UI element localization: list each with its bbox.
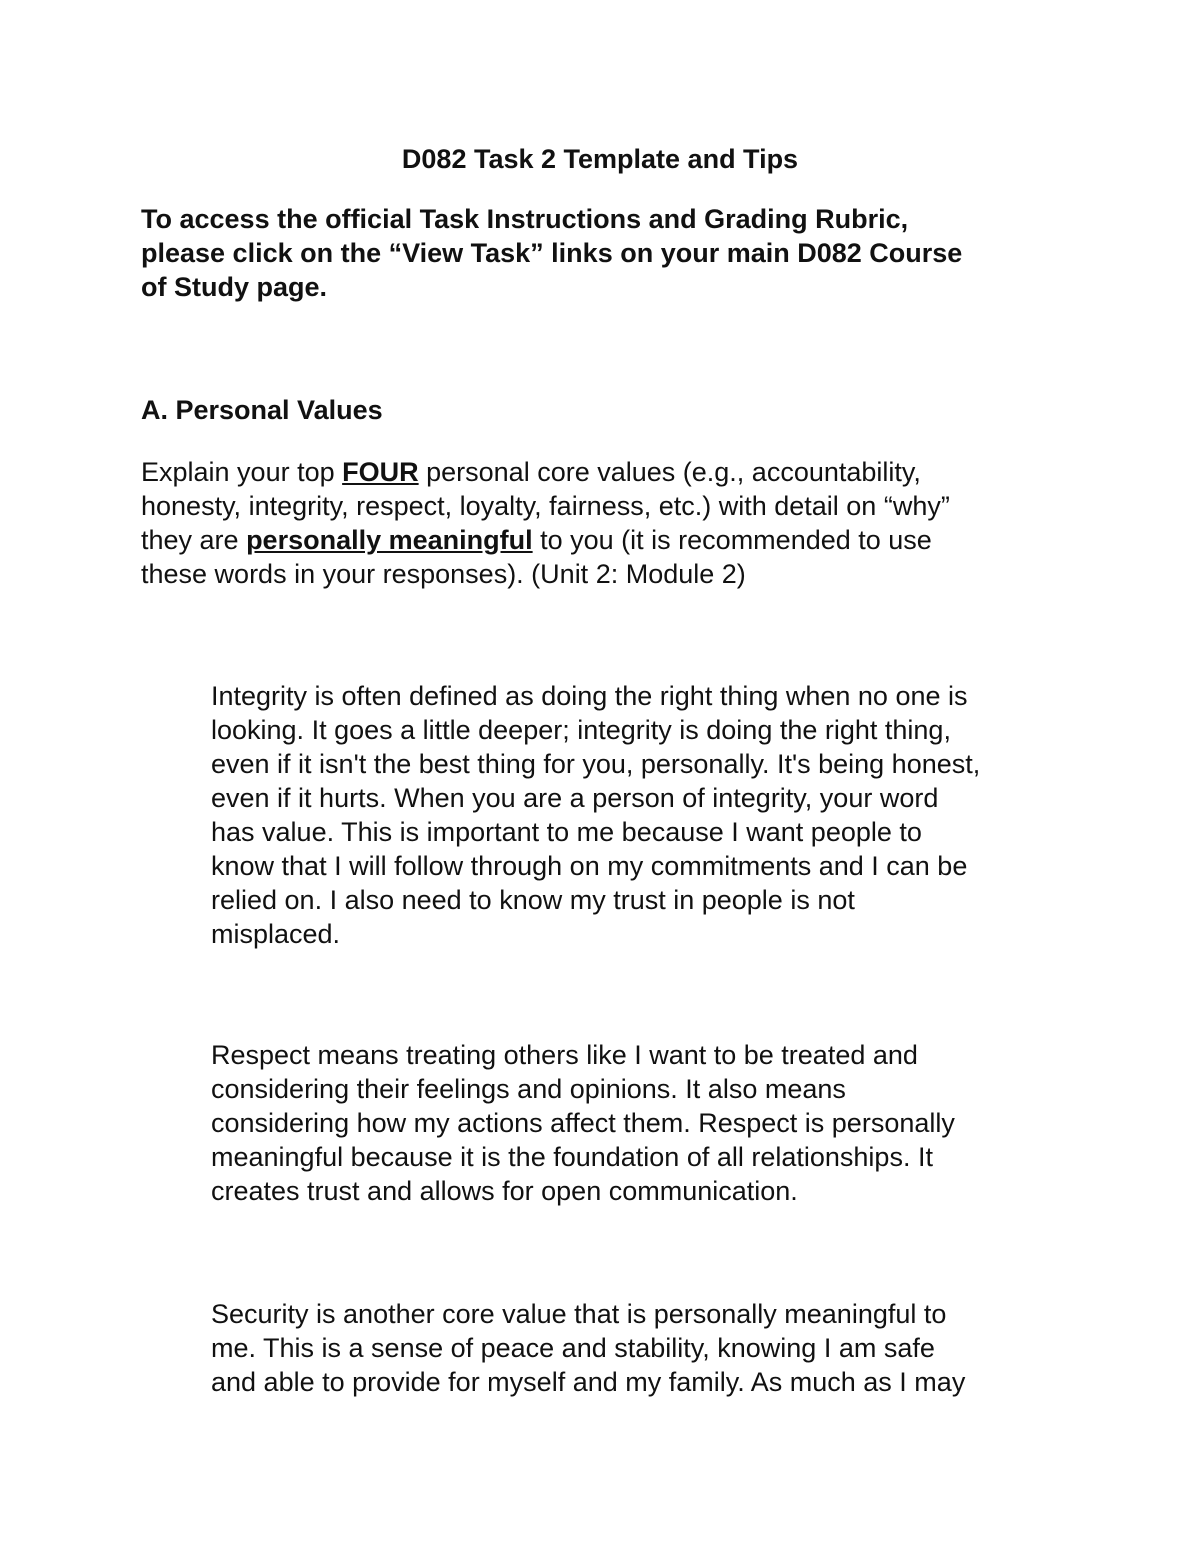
intro-line: To access the official Task Instructions and Grading Rubric, [141,204,909,234]
response-line: creates trust and allows for open communication. [211,1176,798,1206]
prompt-text: they are [141,525,247,555]
response-line: considering their feelings and opinions. It also means [211,1074,846,1104]
response-line: relied on. I also need to know my trust in people is not [211,885,855,915]
prompt-text: personal core values (e.g., accountability, [418,457,921,487]
response-line: even if it isn't the best thing for you, personally. It's being honest, [211,749,981,779]
prompt-line [141,523,1061,557]
response-security [211,1297,1071,1399]
response-line: Security is another core value that is personally meaningful to [211,1299,947,1329]
response-line: has value. This is important to me because I want people to [211,817,922,847]
intro-paragraph [141,202,1061,304]
prompt-paragraph [141,455,1061,591]
prompt-line: these words in your responses). (Unit 2: Module 2) [141,559,746,589]
response-line: me. This is a sense of peace and stability, knowing I am safe [211,1333,935,1363]
response-line: considering how my actions affect them. Respect is personally [211,1108,955,1138]
response-respect [211,1038,1071,1208]
section-heading-personal-values: A. Personal Values [141,395,383,425]
response-line: know that I will follow through on my commitments and I can be [211,851,968,881]
response-line: Integrity is often defined as doing the right thing when no one is [211,681,968,711]
response-line: even if it hurts. When you are a person of integrity, your word [211,783,939,813]
prompt-line [141,455,1061,489]
prompt-text: to you (it is recommended to use [532,525,932,555]
response-line: and able to provide for myself and my family. As much as I may [211,1367,966,1397]
prompt-line: honesty, integrity, respect, loyalty, fairness, etc.) with detail on “why” [141,491,950,521]
response-line: misplaced. [211,919,341,949]
intro-line: please click on the “View Task” links on your main D082 Course [141,238,963,268]
intro-line: of Study page. [141,272,328,302]
document-title: D082 Task 2 Template and Tips [401,144,799,174]
prompt-text: Explain your top [141,457,343,487]
response-integrity [211,679,1071,951]
response-line: Respect means treating others like I want to be treated and [211,1040,918,1070]
emphasis-personally-meaningful: personally meaningful [246,525,533,555]
response-line: looking. It goes a little deeper; integrity is doing the right thing, [211,715,951,745]
response-line: meaningful because it is the foundation of all relationships. It [211,1142,933,1172]
emphasis-four: FOUR [342,457,419,487]
